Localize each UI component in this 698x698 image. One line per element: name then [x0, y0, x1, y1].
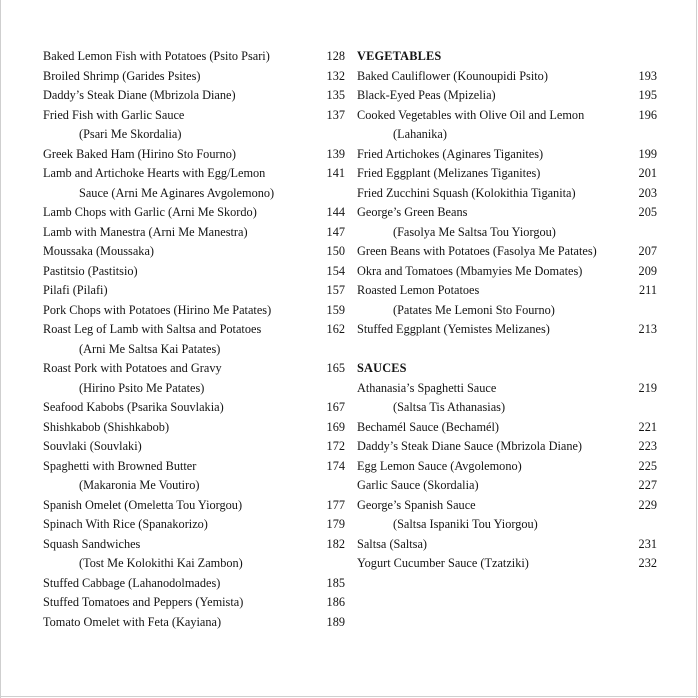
entry-title: Greek Baked Ham (Hirino Sto Fourno) — [43, 146, 236, 161]
entry-title: Garlic Sauce (Skordalia) — [357, 478, 479, 492]
page-border-bottom — [0, 696, 698, 697]
index-entry — [357, 496, 657, 535]
page-number: 223 — [638, 439, 657, 453]
entry-title: Stuffed Eggplant (Yemistes Melizanes) — [357, 322, 550, 336]
entry-title: Seafood Kabobs (Psarika Souvlakia) — [43, 400, 224, 414]
entry-subtitle: (Psari Me Skordalia) — [79, 127, 182, 141]
index-entry — [357, 164, 657, 184]
page-number: 227 — [638, 478, 657, 492]
entry-title: Squash Sandwiches — [43, 536, 141, 551]
index-entry — [43, 535, 345, 574]
entry-title: Shishkabob (Shishkabob) — [43, 419, 170, 434]
page-number: 167 — [326, 400, 345, 414]
index-entry — [357, 535, 657, 555]
page-number: 182 — [326, 536, 345, 551]
entry-subtitle: (Makaronia Me Voutiro) — [79, 478, 200, 492]
index-entry — [357, 262, 657, 282]
entry-subtitle: (Hirino Psito Me Patates) — [79, 380, 205, 395]
entry-subtitle: Sauce (Arni Me Aginares Avgolemono) — [79, 185, 275, 200]
entry-title: Egg Lemon Sauce (Avgolemono) — [357, 458, 522, 473]
index-entry — [43, 145, 345, 165]
page-number: 179 — [326, 517, 345, 531]
entry-title: Spaghetti with Browned Butter — [43, 458, 197, 473]
page-number: 213 — [638, 322, 657, 336]
entry-subtitle: (Lahanika) — [393, 127, 447, 141]
page-number: 172 — [326, 439, 345, 453]
index-entry — [43, 359, 345, 398]
entry-title: Green Beans with Potatoes (Fasolya Me Patates) — [357, 244, 597, 258]
index-entry — [357, 320, 657, 340]
entry-title: George’s Spanish Sauce — [357, 497, 476, 512]
index-entry — [43, 496, 345, 516]
page-number: 157 — [326, 283, 345, 297]
index-entry — [43, 515, 345, 535]
page-number: 137 — [326, 107, 345, 122]
page-number: 195 — [638, 88, 657, 102]
page-number: 203 — [638, 185, 657, 200]
page-number: 196 — [638, 107, 657, 122]
index-entry — [43, 223, 345, 243]
entry-title: Lamb with Manestra (Arni Me Manestra) — [43, 224, 248, 239]
index-entry — [43, 574, 345, 594]
entry-title: Fried Fish with Garlic Sauce — [43, 107, 185, 122]
entry-title: Moussaka (Moussaka) — [43, 244, 154, 258]
page-number: 193 — [638, 68, 657, 83]
right-column — [357, 47, 657, 574]
index-entry — [357, 281, 657, 320]
index-entry — [357, 554, 657, 574]
entry-title: Lamb Chops with Garlic (Arni Me Skordo) — [43, 205, 257, 219]
page-number: 139 — [326, 146, 345, 161]
index-entry — [357, 476, 657, 496]
page-number: 147 — [326, 224, 345, 239]
entry-title: Pork Chops with Potatoes (Hirino Me Patates) — [43, 302, 272, 317]
index-entry — [357, 67, 657, 87]
entry-subtitle: (Fasolya Me Saltsa Tou Yiorgou) — [393, 224, 556, 239]
page-number: 201 — [638, 166, 657, 180]
entry-subtitle: (Saltsa Tis Athanasias) — [393, 400, 506, 414]
index-entry — [43, 398, 345, 418]
entry-title: Saltsa (Saltsa) — [357, 536, 428, 551]
index-entry — [43, 164, 345, 203]
page-number: 144 — [326, 205, 345, 219]
index-entry — [357, 418, 657, 438]
entry-title: Roast Pork with Potatoes and Gravy — [43, 361, 222, 375]
entry-title: Fried Zucchini Squash (Kolokithia Tiganita) — [357, 185, 576, 200]
index-entry — [43, 418, 345, 438]
left-column — [43, 47, 345, 632]
entry-title: Baked Cauliflower (Kounoupidi Psito) — [357, 68, 548, 83]
page-border-right — [696, 0, 697, 698]
index-entry — [43, 262, 345, 282]
index-entry — [43, 613, 345, 633]
index-entry — [357, 184, 657, 204]
sauces-heading: SAUCES — [357, 361, 407, 375]
entry-title: Fried Eggplant (Melizanes Tiganites) — [357, 166, 541, 180]
page-number: 135 — [326, 88, 345, 102]
page-border-left — [0, 0, 1, 698]
entry-title: Daddy’s Steak Diane (Mbrizola Diane) — [43, 88, 236, 102]
entry-title: Stuffed Tomatoes and Peppers (Yemista) — [43, 595, 244, 609]
index-entry — [43, 301, 345, 321]
page-number: 154 — [326, 263, 345, 278]
entry-title: Daddy’s Steak Diane Sauce (Mbrizola Diane) — [357, 439, 583, 453]
index-entry — [357, 379, 657, 418]
index-entry — [43, 457, 345, 496]
entry-title: Spinach With Rice (Spanakorizo) — [43, 517, 208, 531]
page-number: 186 — [326, 595, 345, 609]
index-entry — [43, 67, 345, 87]
page-number: 159 — [326, 302, 345, 317]
index-entry — [357, 457, 657, 477]
index-entry — [43, 593, 345, 613]
page-number: 207 — [638, 244, 657, 258]
index-entry — [43, 106, 345, 145]
page-number: 209 — [638, 263, 657, 278]
page-number: 205 — [638, 205, 657, 219]
page-number: 232 — [638, 556, 657, 570]
entry-title: Black-Eyed Peas (Mpizelia) — [357, 88, 496, 102]
page-number: 150 — [326, 244, 345, 258]
entry-title: Cooked Vegetables with Olive Oil and Lemon — [357, 107, 585, 122]
page-number: 132 — [326, 68, 345, 83]
index-entry — [43, 281, 345, 301]
index-entry — [357, 437, 657, 457]
page-number: 185 — [326, 575, 345, 590]
entry-title: Broiled Shrimp (Garides Psites) — [43, 68, 201, 83]
index-entry — [357, 242, 657, 262]
entry-title: George’s Green Beans — [357, 205, 468, 219]
index-entry — [357, 145, 657, 165]
entry-subtitle: (Tost Me Kolokithi Kai Zambon) — [79, 556, 243, 570]
entry-title: Spanish Omelet (Omeletta Tou Yiorgou) — [43, 497, 243, 512]
page-number: 229 — [638, 497, 657, 512]
index-entry — [357, 106, 657, 145]
page-number: 225 — [638, 458, 657, 473]
entry-title: Baked Lemon Fish with Potatoes (Psito Psari) — [43, 49, 270, 63]
entry-subtitle: (Arni Me Saltsa Kai Patates) — [79, 341, 221, 356]
entry-title: Tomato Omelet with Feta (Kayiana) — [43, 614, 222, 629]
page-number: 165 — [326, 361, 345, 375]
entry-title: Pilafi (Pilafi) — [43, 283, 108, 297]
index-entry — [43, 437, 345, 457]
index-entry — [357, 203, 657, 242]
entry-title: Bechamél Sauce (Bechamél) — [357, 419, 500, 434]
index-entry — [43, 203, 345, 223]
page-number: 199 — [638, 146, 657, 161]
index-entry — [43, 86, 345, 106]
index-entry — [43, 47, 345, 67]
entry-title: Souvlaki (Souvlaki) — [43, 439, 142, 453]
entry-title: Okra and Tomatoes (Mbamyies Me Domates) — [357, 263, 583, 278]
entry-title: Fried Artichokes (Aginares Tiganites) — [357, 146, 544, 161]
index-entry — [357, 86, 657, 106]
page-number: 219 — [638, 380, 657, 395]
page-number: 169 — [326, 419, 345, 434]
page-number: 162 — [326, 322, 345, 336]
section-gap — [357, 340, 657, 360]
entry-title: Lamb and Artichoke Hearts with Egg/Lemon — [43, 166, 266, 180]
page-number: 174 — [326, 458, 345, 473]
page-number: 231 — [638, 536, 657, 551]
entry-title: Yogurt Cucumber Sauce (Tzatziki) — [357, 556, 529, 570]
entry-title: Roasted Lemon Potatoes — [357, 283, 480, 297]
page-number: 177 — [326, 497, 345, 512]
entry-title: Roast Leg of Lamb with Saltsa and Potatoes — [43, 322, 262, 336]
index-entry — [43, 242, 345, 262]
page-number: 211 — [639, 283, 657, 297]
page-number: 189 — [326, 614, 345, 629]
entry-title: Athanasia’s Spaghetti Sauce — [357, 380, 497, 395]
page-number: 128 — [326, 49, 345, 63]
entry-title: Pastitsio (Pastitsio) — [43, 263, 138, 278]
vegetables-list — [357, 67, 657, 340]
sauces-list — [357, 379, 657, 574]
entry-subtitle: (Patates Me Lemoni Sto Fourno) — [393, 302, 555, 317]
entry-subtitle: (Saltsa Ispaniki Tou Yiorgou) — [393, 517, 538, 531]
page-number: 141 — [326, 166, 345, 180]
vegetables-heading: VEGETABLES — [357, 49, 442, 63]
page-number: 221 — [638, 419, 657, 434]
entry-title: Stuffed Cabbage (Lahanodolmades) — [43, 575, 221, 590]
index-entry — [43, 320, 345, 359]
